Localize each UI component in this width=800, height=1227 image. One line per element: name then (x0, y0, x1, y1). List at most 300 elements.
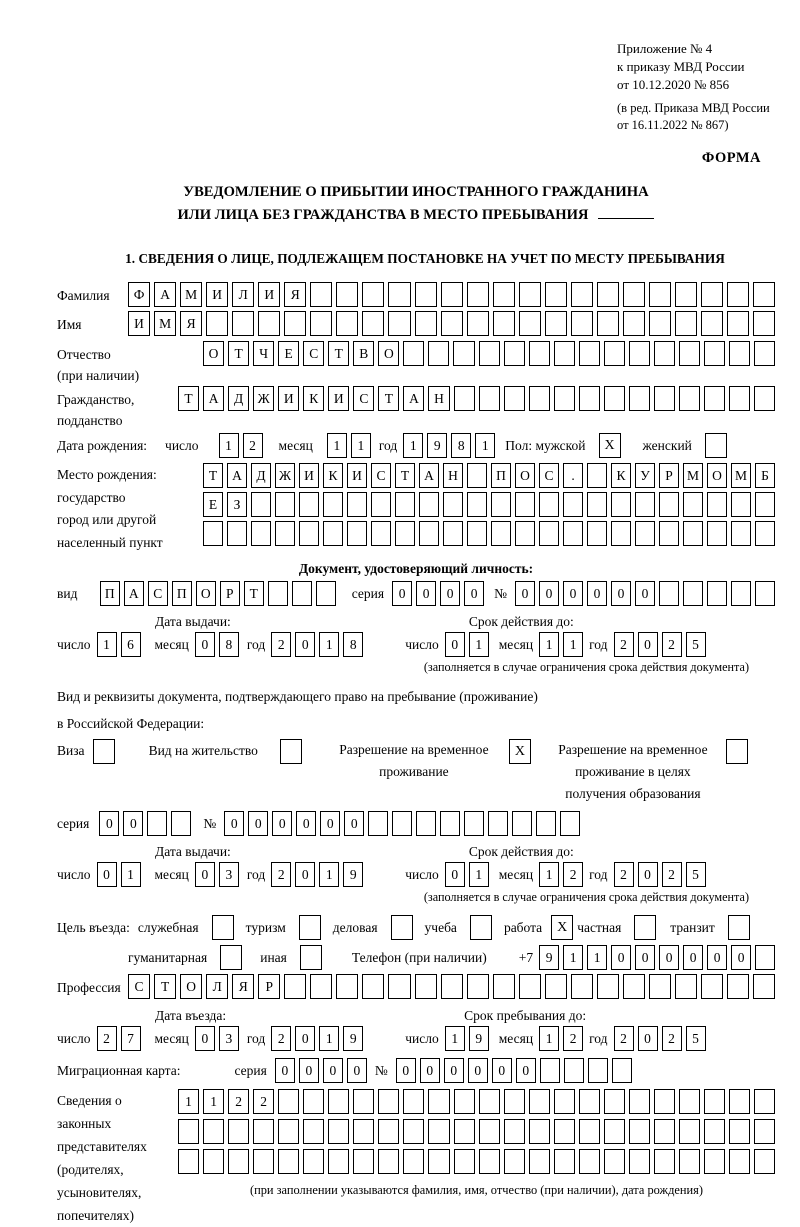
limit-note: (заполняется в случае ограничения срока действия документа) (423, 660, 749, 674)
passport-expiry-month[interactable] (539, 632, 583, 657)
char-cell (362, 282, 384, 307)
char-cell: 0 (344, 811, 364, 836)
char-cell: 1 (178, 1089, 199, 1114)
annex-line-1: Приложение № 4 (617, 41, 713, 56)
char-cell: 0 (295, 632, 315, 657)
char-cell (253, 1119, 274, 1144)
char-cell (729, 386, 750, 411)
char-cell (378, 1149, 399, 1174)
char-cell: С (353, 386, 374, 411)
char-cell (587, 521, 607, 546)
char-cell: 0 (445, 632, 465, 657)
char-cell (649, 282, 671, 307)
purpose-other-checkbox[interactable] (300, 945, 322, 970)
char-cell (479, 386, 500, 411)
char-cell: К (323, 463, 343, 488)
char-cell (251, 492, 271, 517)
char-cell (171, 811, 191, 836)
char-cell (539, 521, 559, 546)
char-cell: 2 (228, 1089, 249, 1114)
char-cell (654, 341, 675, 366)
passport-issue-year[interactable] (271, 632, 363, 657)
char-cell: Я (180, 311, 202, 336)
char-cell: 1 (469, 862, 489, 887)
char-cell: Р (258, 974, 280, 999)
patronymic-field[interactable] (203, 341, 775, 366)
name-label: Имя (57, 317, 82, 332)
residence-permit-checkbox[interactable] (280, 739, 302, 764)
char-cell: 0 (323, 1058, 343, 1083)
form-title-line-1: УВЕДОМЛЕНИЕ О ПРИБЫТИИ ИНОСТРАННОГО ГРАЖДАНИНА (183, 184, 649, 200)
birth-place-row-3[interactable] (203, 521, 775, 546)
char-cell: 8 (451, 433, 471, 458)
visit-purpose-row-2 (57, 945, 775, 970)
char-cell: 0 (320, 811, 340, 836)
char-cell: 1 (327, 433, 347, 458)
passport-issue-month[interactable] (195, 632, 239, 657)
number-word: № (494, 585, 507, 601)
char-cell (203, 1119, 224, 1144)
char-cell (519, 282, 541, 307)
char-cell (754, 341, 775, 366)
patronymic-row (57, 341, 775, 386)
char-cell (563, 521, 583, 546)
entry-dates-header (57, 1008, 775, 1024)
passport-expiry-day[interactable] (445, 632, 489, 657)
char-cell (635, 492, 655, 517)
char-cell (623, 282, 645, 307)
char-cell: 2 (563, 862, 583, 887)
day-word: число (405, 1030, 439, 1046)
month-word: месяц (154, 1030, 189, 1046)
permit-issue-year[interactable] (271, 862, 363, 887)
char-cell (729, 1149, 750, 1174)
char-cell: Н (443, 463, 463, 488)
annex-note-line-2: от 16.11.2022 № 867) (617, 118, 729, 132)
char-cell (545, 974, 567, 999)
name-field[interactable] (128, 311, 775, 336)
char-cell: 0 (97, 862, 117, 887)
citizenship-field[interactable] (178, 386, 775, 411)
char-cell (336, 974, 358, 999)
migration-card-row (57, 1058, 775, 1083)
entry-dates-row (57, 1026, 775, 1051)
char-cell (563, 492, 583, 517)
doc-type-label: вид (57, 585, 78, 601)
char-cell: 9 (343, 1026, 363, 1051)
char-cell (588, 1058, 608, 1083)
char-cell (504, 1149, 525, 1174)
char-cell (353, 1149, 374, 1174)
representatives-row-3[interactable] (178, 1149, 775, 1174)
char-cell: 1 (319, 862, 339, 887)
birth-place-row-2[interactable] (203, 492, 775, 517)
visa-checkbox[interactable] (93, 739, 115, 764)
char-cell (392, 811, 412, 836)
char-cell (683, 492, 703, 517)
permit-series-row (57, 811, 775, 836)
representatives-row-1[interactable] (178, 1089, 775, 1114)
year-word: год (589, 636, 608, 652)
char-cell (727, 282, 749, 307)
temp-residence-line-2: проживание (379, 764, 449, 779)
char-cell: 2 (253, 1089, 274, 1114)
char-cell: Е (278, 341, 299, 366)
char-cell (579, 386, 600, 411)
char-cell: К (611, 463, 631, 488)
passport-issue-day[interactable] (97, 632, 141, 657)
char-cell (441, 282, 463, 307)
day-word: число (405, 636, 439, 652)
limit-note: (заполняется в случае ограничения срока действия документа) (423, 890, 749, 904)
char-cell (659, 492, 679, 517)
patronymic-label-line-1: Отчество (57, 347, 111, 362)
char-cell: Е (203, 492, 223, 517)
char-cell: Н (428, 386, 449, 411)
char-cell (504, 1089, 525, 1114)
birth-year-field[interactable] (403, 433, 495, 458)
char-cell (388, 974, 410, 999)
char-cell (560, 811, 580, 836)
char-cell: 7 (121, 1026, 141, 1051)
char-cell (419, 521, 439, 546)
char-cell: 1 (351, 433, 371, 458)
char-cell: О (196, 581, 216, 606)
series-word: серия (234, 1062, 267, 1078)
char-cell: 2 (271, 1026, 291, 1051)
sex-male-label: Пол: мужской (505, 437, 586, 453)
char-cell: О (203, 341, 224, 366)
char-cell (704, 386, 725, 411)
migration-series-field[interactable] (275, 1058, 367, 1083)
char-cell: 2 (97, 1026, 117, 1051)
char-cell (729, 1089, 750, 1114)
representatives-label-line-2: законных (57, 1116, 112, 1131)
char-cell: Д (251, 463, 271, 488)
month-word: месяц (154, 636, 189, 652)
char-cell (268, 581, 288, 606)
residence-doc-intro-line-1: Вид и реквизиты документа, подтверждающего право на пребывание (проживание) (57, 689, 538, 704)
char-cell (529, 386, 550, 411)
char-cell: Ж (253, 386, 274, 411)
char-cell (679, 386, 700, 411)
char-cell: Ф (128, 282, 150, 307)
permit-number-field[interactable] (224, 811, 580, 836)
permit-issue-month[interactable] (195, 862, 239, 887)
char-cell (629, 1119, 650, 1144)
annex-note-line-1: (в ред. Приказа МВД России (617, 101, 770, 115)
doc-type-field[interactable] (100, 581, 336, 606)
char-cell (545, 282, 567, 307)
expiry-date-label: Срок действия до: (468, 614, 574, 629)
char-cell (403, 1119, 424, 1144)
birth-month-field[interactable] (327, 433, 371, 458)
char-cell: 2 (614, 862, 634, 887)
char-cell (253, 1149, 274, 1174)
name-row (57, 311, 775, 336)
char-cell (659, 581, 679, 606)
permit-dates-row (57, 862, 775, 887)
char-cell (362, 311, 384, 336)
char-cell (416, 811, 436, 836)
purpose-private-checkbox[interactable] (634, 915, 656, 940)
char-cell: 2 (662, 1026, 682, 1051)
char-cell: 0 (516, 1058, 536, 1083)
char-cell: 0 (224, 811, 244, 836)
char-cell (612, 1058, 632, 1083)
char-cell (515, 521, 535, 546)
char-cell (564, 1058, 584, 1083)
char-cell (604, 1089, 625, 1114)
char-cell (278, 1149, 299, 1174)
residence-permit-label: Вид на жительство (148, 743, 258, 758)
char-cell: У (635, 463, 655, 488)
char-cell (623, 974, 645, 999)
residence-doc-types-row (57, 739, 775, 805)
representatives-fields (178, 1089, 775, 1198)
char-cell (395, 521, 415, 546)
char-cell (303, 1089, 324, 1114)
char-cell (540, 1058, 560, 1083)
char-cell (467, 311, 489, 336)
edu-residence-checkbox[interactable] (726, 739, 748, 764)
char-cell: 0 (638, 862, 658, 887)
char-cell (493, 282, 515, 307)
phone-field[interactable] (539, 945, 775, 970)
char-cell: 2 (271, 632, 291, 657)
char-cell: 1 (203, 1089, 224, 1114)
char-cell: 9 (427, 433, 447, 458)
char-cell: К (303, 386, 324, 411)
permit-series-field[interactable] (99, 811, 191, 836)
char-cell (371, 521, 391, 546)
char-cell (310, 282, 332, 307)
char-cell (303, 1149, 324, 1174)
sex-female-checkbox[interactable] (705, 433, 727, 458)
char-cell: 0 (248, 811, 268, 836)
char-cell: 0 (195, 862, 215, 887)
citizenship-row (57, 386, 775, 431)
char-cell: Т (154, 974, 176, 999)
profession-row (57, 974, 775, 999)
char-cell (403, 341, 424, 366)
char-cell: С (371, 463, 391, 488)
purpose-official-checkbox[interactable] (212, 915, 234, 940)
char-cell: Ж (275, 463, 295, 488)
char-cell (428, 1149, 449, 1174)
char-cell: 1 (475, 433, 495, 458)
edu-residence-line-1: Разрешение на временное (558, 742, 708, 757)
char-cell: 8 (343, 632, 363, 657)
char-cell: 0 (99, 811, 119, 836)
representatives-label-line-4: (родителях, (57, 1162, 124, 1177)
issue-date-label: Дата выдачи: (155, 844, 231, 859)
profession-label: Профессия (57, 980, 121, 995)
char-cell (554, 1119, 575, 1144)
citizenship-label (57, 386, 178, 431)
char-cell: А (403, 386, 424, 411)
char-cell (284, 974, 306, 999)
char-cell: 1 (563, 945, 583, 970)
char-cell (635, 521, 655, 546)
purpose-humanitarian-checkbox[interactable] (220, 945, 242, 970)
entry-month[interactable] (195, 1026, 239, 1051)
char-cell (683, 521, 703, 546)
char-cell (654, 386, 675, 411)
representatives-footnote: (при заполнении указываются фамилия, имя, отчество (при наличии), дата рождения) (249, 1183, 704, 1197)
stay-until-label: Срок пребывания до: (464, 1008, 587, 1023)
char-cell (441, 311, 463, 336)
form-title-line-2-text: ИЛИ ЛИЦА БЕЗ ГРАЖДАНСТВА В МЕСТО ПРЕБЫВАНИЯ (177, 207, 589, 223)
stay-month[interactable] (539, 1026, 583, 1051)
char-cell (679, 1119, 700, 1144)
birth-place-label-line-2: государство (57, 489, 126, 505)
citizenship-label-line-2: подданство (57, 413, 123, 428)
char-cell (755, 581, 775, 606)
char-cell: Д (228, 386, 249, 411)
purpose-business-checkbox[interactable] (391, 915, 413, 940)
char-cell (755, 521, 775, 546)
permit-expiry-day[interactable] (445, 862, 489, 887)
representatives-block (57, 1089, 775, 1227)
migration-number-field[interactable] (396, 1058, 632, 1083)
char-cell (611, 521, 631, 546)
char-cell: М (683, 463, 703, 488)
char-cell (323, 521, 343, 546)
surname-row (57, 282, 775, 307)
char-cell: Т (178, 386, 199, 411)
char-cell: 1 (319, 632, 339, 657)
purpose-other-label: иная (260, 949, 287, 965)
birth-place-label-line-4: населенный пункт (57, 534, 163, 550)
char-cell: 1 (469, 632, 489, 657)
forma-label: ФОРМА (701, 150, 761, 166)
char-cell: 0 (492, 1058, 512, 1083)
char-cell (403, 1089, 424, 1114)
char-cell (206, 311, 228, 336)
permit-issue-day[interactable] (97, 862, 141, 887)
purpose-transit-checkbox[interactable] (728, 915, 750, 940)
char-cell (707, 581, 727, 606)
char-cell: 0 (445, 862, 465, 887)
char-cell (571, 974, 593, 999)
char-cell: И (347, 463, 367, 488)
char-cell: 6 (121, 632, 141, 657)
annex-reference (617, 40, 775, 94)
char-cell (554, 341, 575, 366)
passport-series-field[interactable] (392, 581, 484, 606)
char-cell (727, 311, 749, 336)
char-cell: 1 (445, 1026, 465, 1051)
char-cell (679, 1149, 700, 1174)
char-cell (428, 341, 449, 366)
month-word: месяц (498, 1030, 534, 1046)
char-cell (611, 492, 631, 517)
char-cell (629, 386, 650, 411)
day-word: число (57, 866, 91, 882)
form-title-line-2 (57, 204, 775, 227)
entry-year[interactable] (271, 1026, 363, 1051)
char-cell: А (154, 282, 176, 307)
char-cell (467, 463, 487, 488)
birth-day-field[interactable] (219, 433, 263, 458)
char-cell (649, 974, 671, 999)
char-cell (529, 1119, 550, 1144)
char-cell (467, 521, 487, 546)
sex-male-checkbox[interactable]: X (599, 433, 621, 458)
profession-field[interactable] (128, 974, 775, 999)
series-word: серия (57, 815, 90, 831)
representatives-row-2[interactable] (178, 1119, 775, 1144)
char-cell (707, 521, 727, 546)
char-cell: 3 (219, 862, 239, 887)
char-cell: 0 (563, 581, 583, 606)
char-cell (443, 521, 463, 546)
char-cell (328, 1149, 349, 1174)
month-word: месяц (498, 866, 534, 882)
char-cell (604, 1149, 625, 1174)
char-cell (488, 811, 508, 836)
identity-doc-row (57, 581, 775, 606)
stay-year[interactable] (614, 1026, 706, 1051)
purpose-tourism-checkbox[interactable] (299, 915, 321, 940)
passport-number-field[interactable] (515, 581, 775, 606)
stay-day[interactable] (445, 1026, 489, 1051)
char-cell: 0 (731, 945, 751, 970)
day-word: число (405, 866, 439, 882)
birth-place-row-1[interactable] (203, 463, 775, 488)
char-cell (454, 1089, 475, 1114)
year-word: год (246, 866, 266, 882)
birth-place-label (57, 463, 203, 554)
surname-label: Фамилия (57, 288, 110, 303)
permit-expiry-year[interactable] (614, 862, 706, 887)
surname-field[interactable] (128, 282, 775, 307)
char-cell (440, 811, 460, 836)
char-cell (554, 1089, 575, 1114)
char-cell: 2 (563, 1026, 583, 1051)
permit-expiry-month[interactable] (539, 862, 583, 887)
char-cell (623, 311, 645, 336)
char-cell: 0 (396, 1058, 416, 1083)
year-word: год (378, 437, 398, 453)
char-cell: 0 (295, 862, 315, 887)
char-cell (371, 492, 391, 517)
char-cell (428, 1089, 449, 1114)
identity-doc-heading: Документ, удостоверяющий личность: (298, 561, 534, 576)
purpose-study-checkbox[interactable] (470, 915, 492, 940)
purpose-work-checkbox[interactable]: X (551, 915, 573, 940)
char-cell (755, 492, 775, 517)
char-cell: 1 (319, 1026, 339, 1051)
entry-day[interactable] (97, 1026, 141, 1051)
char-cell (704, 1149, 725, 1174)
char-cell: В (353, 341, 374, 366)
char-cell (649, 311, 671, 336)
char-cell: 0 (444, 1058, 464, 1083)
passport-dates-header (57, 614, 775, 630)
char-cell (587, 492, 607, 517)
expiry-date-label: Срок действия до: (468, 844, 574, 859)
annex-line-2: к приказу МВД России (617, 59, 745, 74)
char-cell (654, 1089, 675, 1114)
char-cell (454, 1119, 475, 1144)
temp-residence-checkbox[interactable]: X (509, 739, 531, 764)
char-cell (731, 581, 751, 606)
char-cell (704, 341, 725, 366)
passport-expiry-year[interactable] (614, 632, 706, 657)
char-cell (579, 1089, 600, 1114)
